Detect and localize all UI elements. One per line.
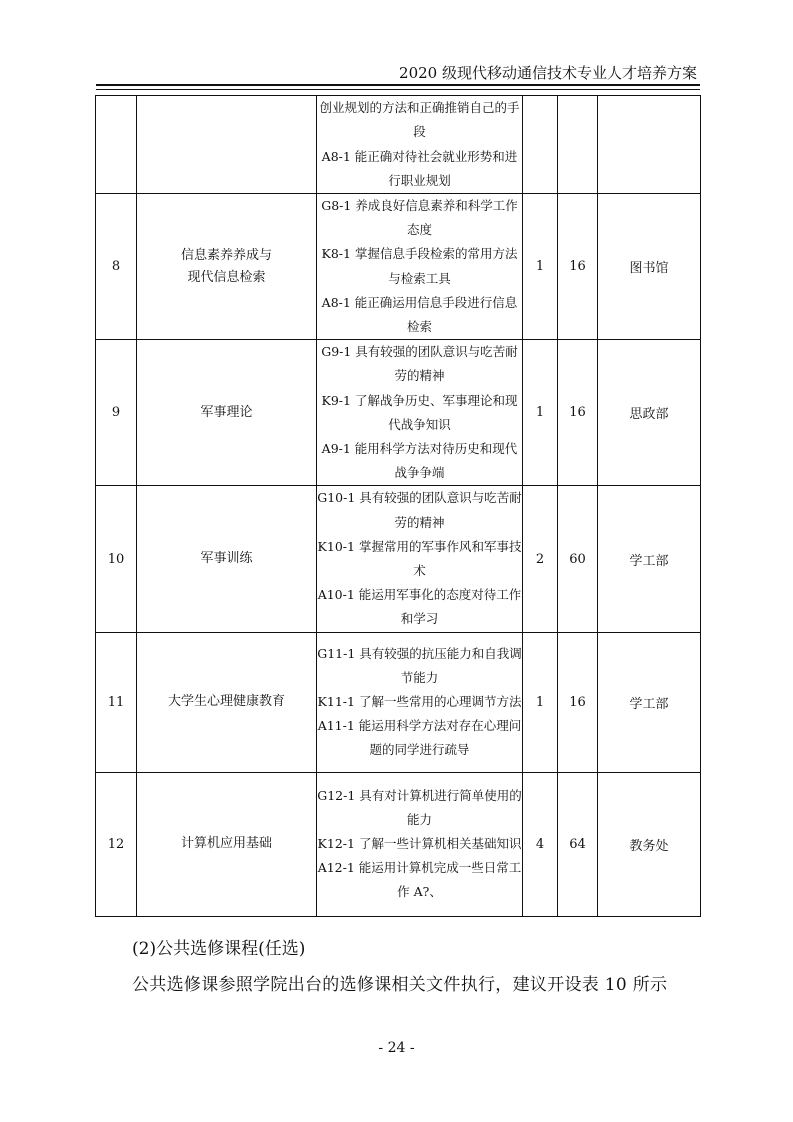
goal-item: K12-1 了解一些计算机相关基础知识 bbox=[317, 836, 522, 852]
table-row bbox=[96, 340, 701, 486]
course-name-cell bbox=[137, 632, 317, 772]
section-title: (2)公共选修课程(任选) bbox=[132, 939, 306, 959]
course-name-cell bbox=[137, 486, 317, 632]
goal-item: K8-1 掌握信息手段检索的常用方法与检索工具 bbox=[321, 246, 518, 286]
goal-item: A8-1 能正确运用信息手段进行信息检索 bbox=[321, 294, 518, 335]
department-cell: 图书馆 bbox=[598, 194, 701, 340]
goal-item: G12-1 具有对计算机进行简单使用的能力 bbox=[317, 787, 522, 827]
credits-cell bbox=[523, 96, 558, 194]
goal-item: G8-1 养成良好信息素养和科学工作态度 bbox=[321, 198, 518, 238]
course-number-cell: 10 bbox=[96, 486, 137, 632]
course-goals-cell bbox=[317, 486, 523, 632]
header-rule-thin bbox=[96, 89, 700, 90]
page-number: - 24 - bbox=[378, 1040, 415, 1056]
course-goals-cell bbox=[317, 632, 523, 772]
table-row bbox=[96, 632, 701, 772]
course-number-cell: 12 bbox=[96, 772, 137, 916]
course-number-cell bbox=[96, 96, 137, 194]
table-row bbox=[96, 96, 701, 194]
hours-cell: 60 bbox=[558, 486, 598, 632]
course-name-cell bbox=[137, 96, 317, 194]
course-name-line: 军事理论 bbox=[200, 404, 253, 420]
course-name-cell bbox=[137, 340, 317, 486]
department-cell bbox=[598, 96, 701, 194]
goal-item: G9-1 具有较强的团队意识与吃苦耐劳的精神 bbox=[321, 344, 518, 384]
body-paragraph: 公共选修课参照学院出台的选修课相关文件执行，建议开设表 10 所示 bbox=[132, 975, 668, 995]
course-number-cell: 9 bbox=[96, 340, 137, 486]
goal-item: A8-1 能正确对待社会就业形势和进行职业规划 bbox=[321, 148, 518, 188]
goal-item: K10-1 掌握常用的军事作风和军事技术 bbox=[317, 538, 522, 579]
hours-cell: 64 bbox=[558, 772, 598, 916]
course-goals-cell bbox=[317, 340, 523, 486]
course-name-line: 大学生心理健康教育 bbox=[167, 694, 285, 710]
course-name-line: 现代信息检索 bbox=[187, 269, 266, 285]
course-name-line: 军事训练 bbox=[200, 551, 253, 567]
table-row bbox=[96, 486, 701, 632]
hours-cell: 16 bbox=[558, 340, 598, 486]
course-goals-cell bbox=[317, 194, 523, 340]
course-goals-cell bbox=[317, 96, 523, 194]
department-cell: 学工部 bbox=[598, 486, 701, 632]
credits-cell: 1 bbox=[523, 194, 558, 340]
department-cell: 学工部 bbox=[598, 632, 701, 772]
course-table-body bbox=[96, 96, 701, 917]
goal-item: 创业规划的方法和正确推销自己的手段 bbox=[319, 100, 520, 140]
goal-item: K9-1 了解战争历史、军事理论和现代战争知识 bbox=[321, 392, 518, 432]
course-table bbox=[95, 95, 701, 917]
goal-item: A11-1 能运用科学方法对存在心理问题的同学进行疏导 bbox=[317, 718, 522, 758]
hours-cell bbox=[558, 96, 598, 194]
credits-cell: 1 bbox=[523, 632, 558, 772]
course-name-cell bbox=[137, 772, 317, 916]
course-name-line: 计算机应用基础 bbox=[180, 836, 272, 852]
course-name-line: 信息素养养成与 bbox=[180, 247, 272, 263]
department-cell: 教务处 bbox=[598, 772, 701, 916]
hours-cell: 16 bbox=[558, 632, 598, 772]
credits-cell: 4 bbox=[523, 772, 558, 916]
goal-item: K11-1 了解一些常用的心理调节方法 bbox=[317, 694, 522, 710]
credits-cell: 2 bbox=[523, 486, 558, 632]
course-name-cell bbox=[137, 194, 317, 340]
goal-item: G10-1 具有较强的团队意识与吃苦耐劳的精神 bbox=[317, 490, 522, 530]
goal-item: A12-1 能运用计算机完成一些日常工作 A?、 bbox=[317, 860, 522, 900]
course-goals-cell bbox=[317, 772, 523, 916]
hours-cell: 16 bbox=[558, 194, 598, 340]
course-number-cell: 8 bbox=[96, 194, 137, 340]
goal-item: G11-1 具有较强的抗压能力和自我调节能力 bbox=[317, 645, 522, 685]
table-row bbox=[96, 194, 701, 340]
course-number-cell: 11 bbox=[96, 632, 137, 772]
header-rule-thick bbox=[96, 84, 700, 86]
credits-cell: 1 bbox=[523, 340, 558, 486]
page-header-title: 2020 级现代移动通信技术专业人才培养方案 bbox=[399, 64, 697, 82]
goal-item: A10-1 能运用军事化的态度对待工作和学习 bbox=[317, 587, 522, 627]
goal-item: A9-1 能用科学方法对待历史和现代战争争端 bbox=[321, 441, 518, 481]
department-cell: 思政部 bbox=[598, 340, 701, 486]
table-row bbox=[96, 772, 701, 916]
